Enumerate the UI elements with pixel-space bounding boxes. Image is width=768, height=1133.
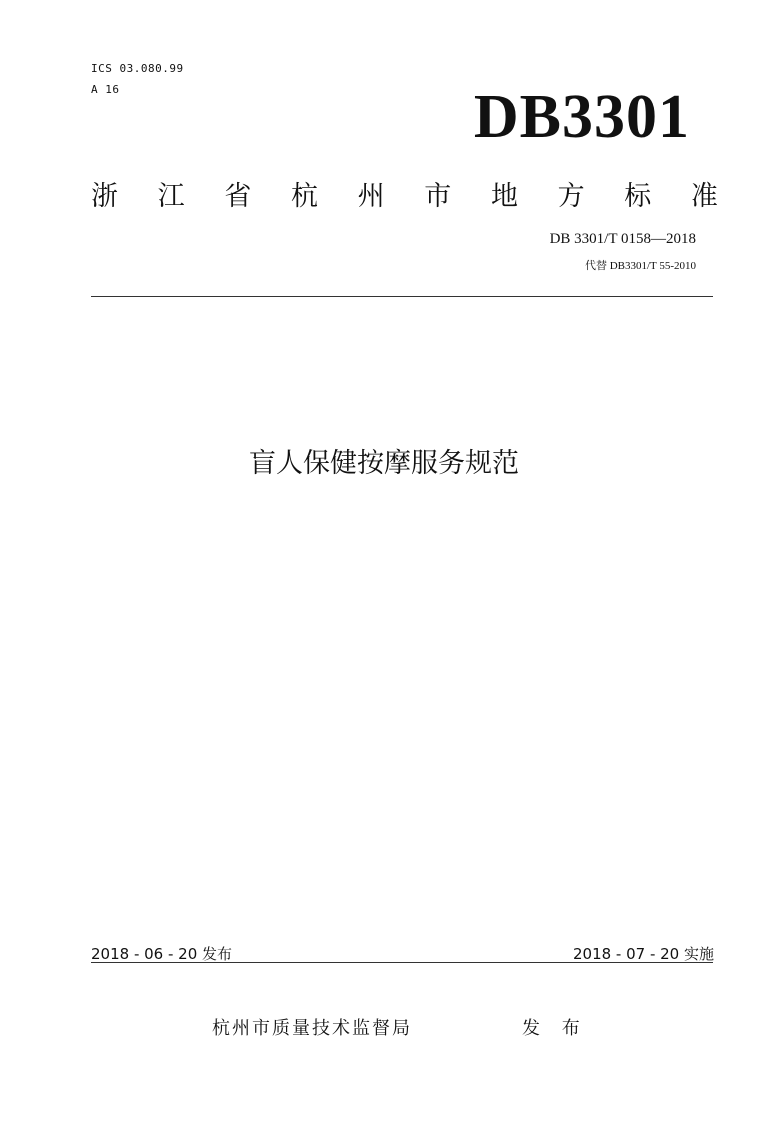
standard-type-char: 准: [690, 181, 718, 212]
document-title: 盲人保健按摩服务规范: [249, 448, 519, 479]
standard-type-char: 江: [157, 181, 185, 212]
standard-type-char: 省: [224, 181, 252, 212]
ics-code: ICS 03.080.99: [91, 62, 184, 75]
issue-date: 2018 - 06 - 20 发布: [91, 945, 233, 963]
standard-type-char: 州: [357, 181, 385, 212]
standard-type-char: 标: [624, 181, 652, 212]
footer-divider: [91, 962, 713, 963]
standard-type-char: 地: [490, 181, 518, 212]
standard-type-char: 浙: [91, 181, 118, 212]
standard-type-char: 方: [557, 181, 585, 212]
standard-type-char: 市: [424, 181, 452, 212]
standard-type-char: 杭: [290, 181, 318, 212]
standard-number: DB 3301/T 0158—2018: [549, 231, 696, 247]
implementation-date: 2018 - 07 - 20 实施: [572, 945, 714, 963]
header-divider: [91, 296, 713, 297]
replaces-standard: 代替 DB3301/T 55-2010: [584, 260, 696, 272]
standard-type-title: [91, 174, 718, 213]
issuer-action: 发 布: [522, 1018, 588, 1039]
issuing-authority: 杭州市质量技术监督局: [212, 1018, 412, 1039]
standard-brand: DB3301: [473, 83, 690, 151]
ccs-code: A 16: [91, 83, 120, 96]
